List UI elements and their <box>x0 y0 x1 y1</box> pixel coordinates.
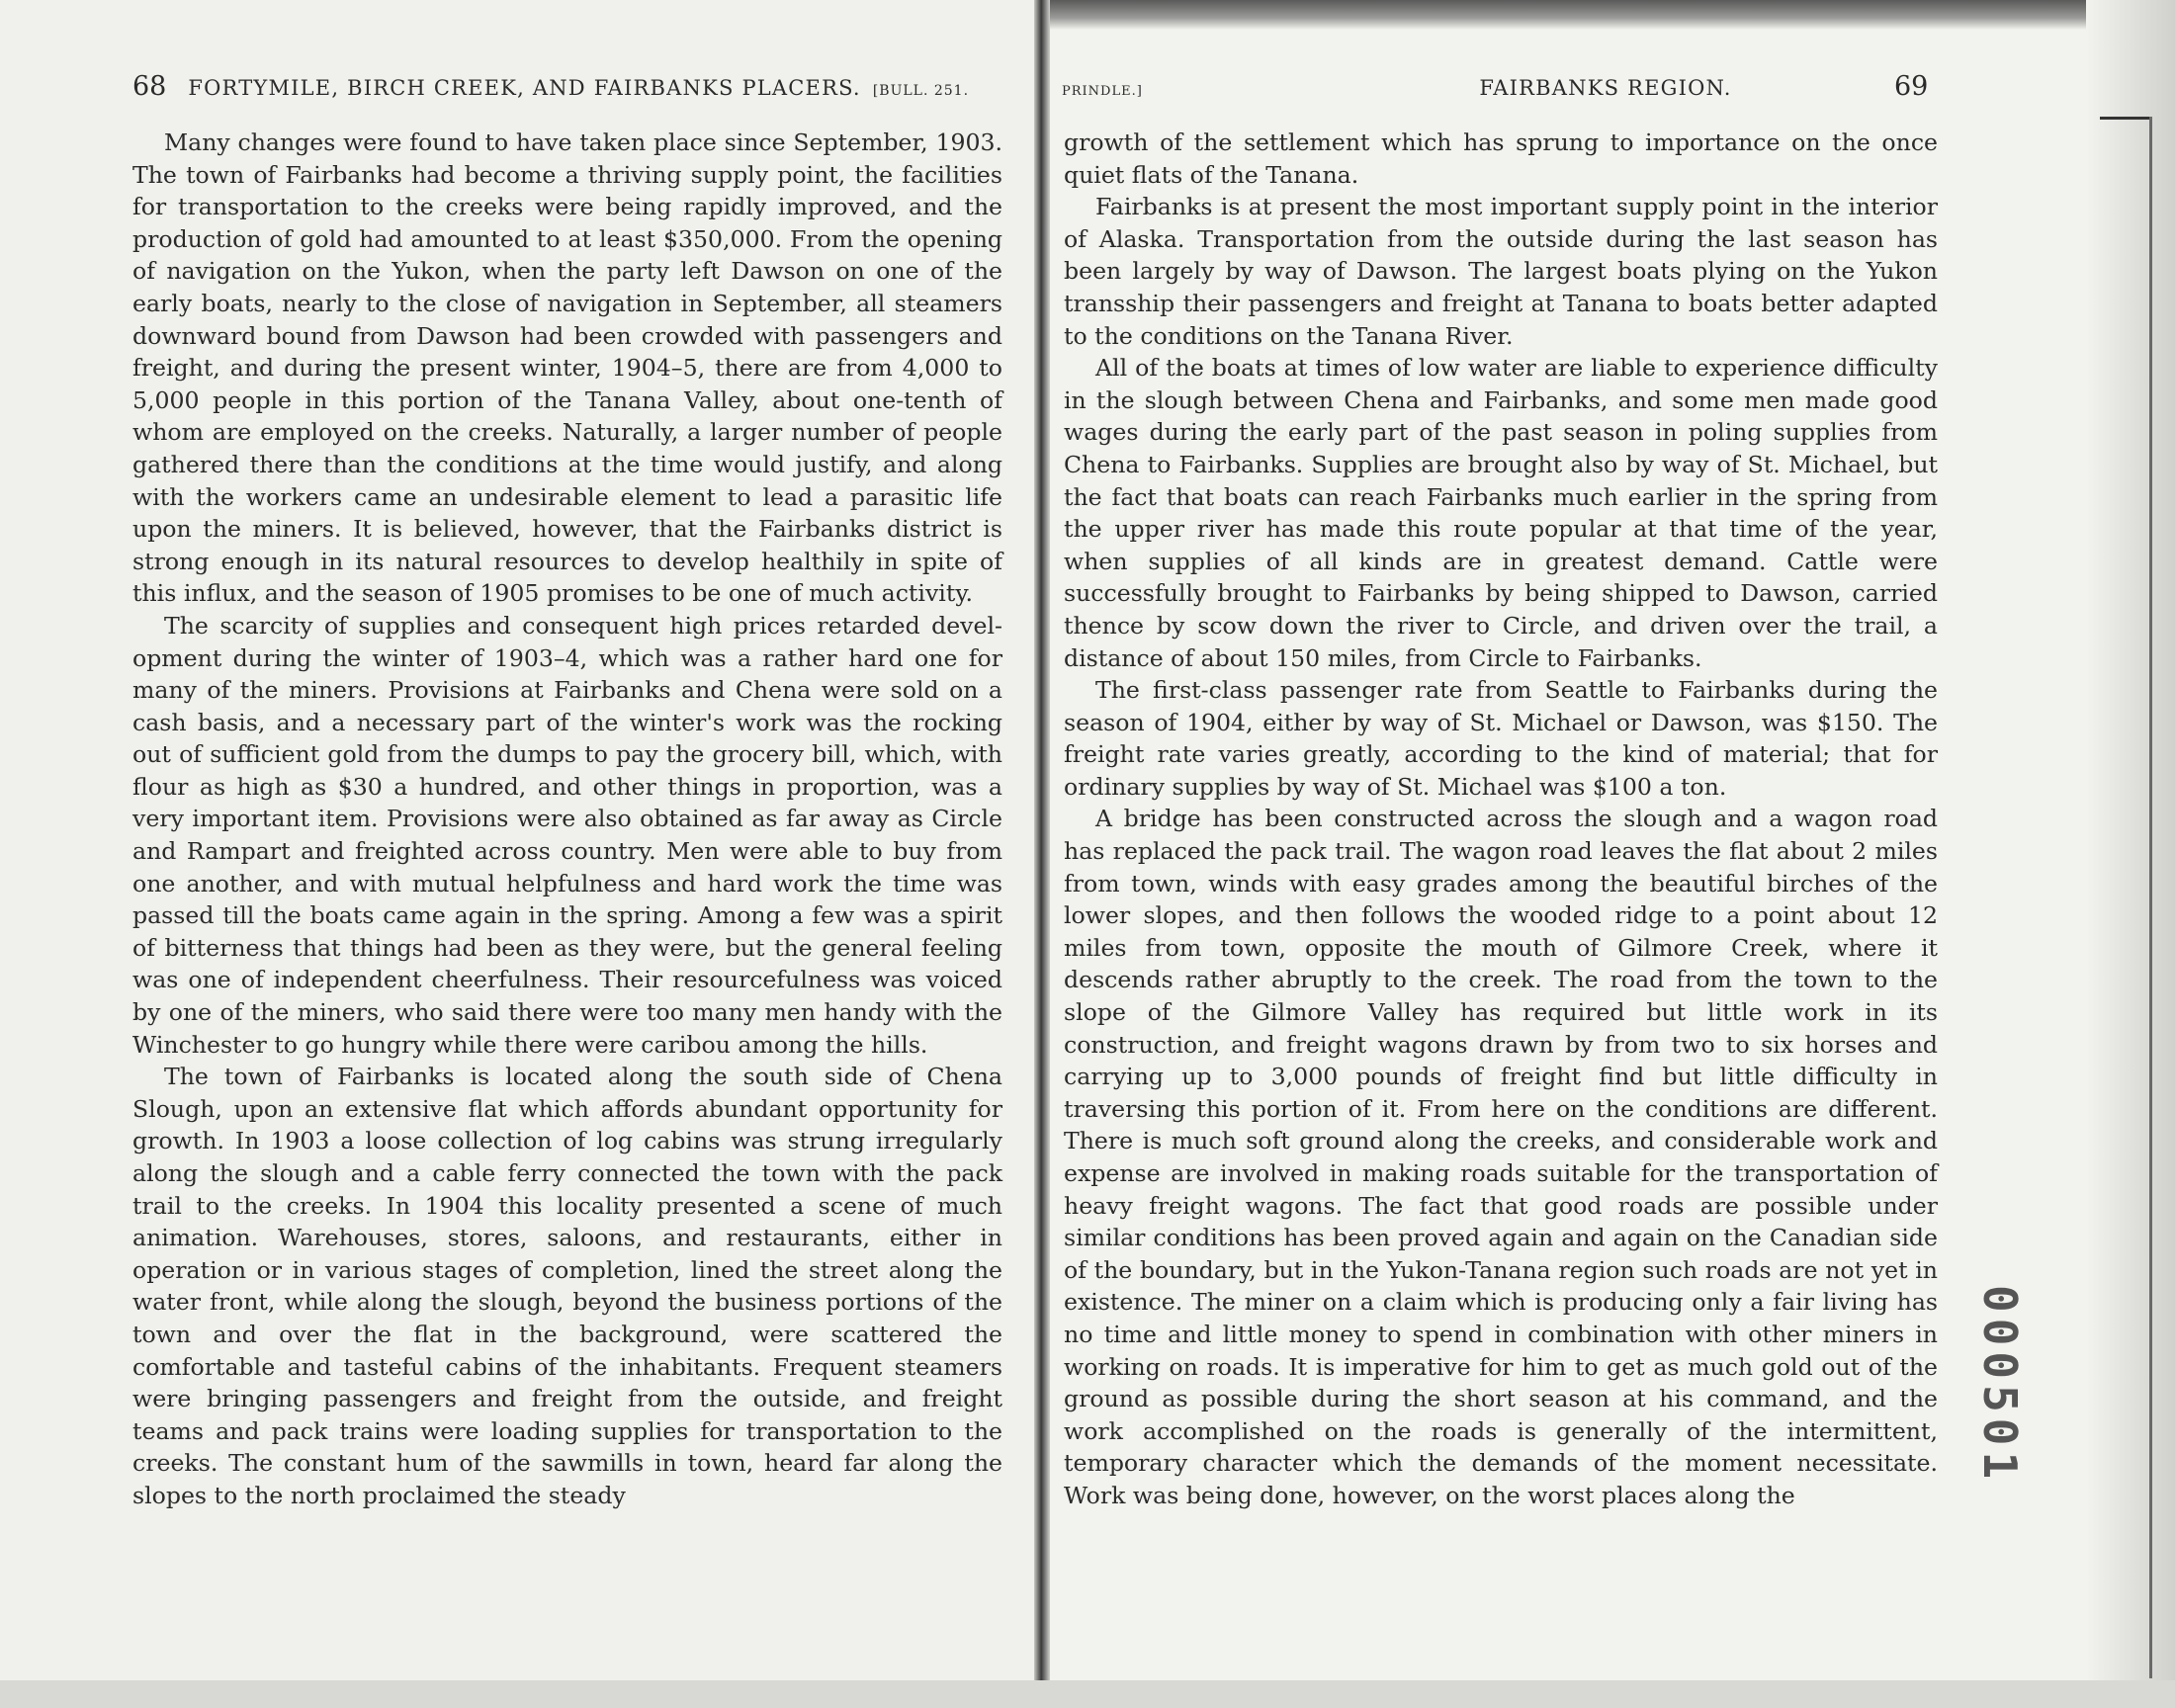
margin-bracket <box>2100 117 2152 145</box>
margin-rule <box>2149 117 2152 1678</box>
right-page-number: 69 <box>1894 71 1929 102</box>
left-page-number: 68 <box>132 71 167 102</box>
author-name: PRINDLE.] <box>1062 84 1143 99</box>
paragraph: A bridge has been constructed across the slough and a wagon road has replaced the pack trail. The wagon road leaves the flat about 2 miles from town, winds with easy grades among the beautiful birches of the lower slopes, and then follows the wooded ridge to a point about 12 miles from town, opposite the mouth of Gilmore Creek, where it descends rather abruptly to the creek. The road from the town to the slope of the Gilmore Valley has required but little work in its construction, and freight wagons drawn by from two to six horses and carrying up to 3,000 pounds of freight find but little difficulty in traversing this portion of it. From here on the conditions are different. There is much soft ground along the creeks, and considerable work and expense are involved in making roads suitable for the transportation of heavy freight wagons. The fact that good roads are possible under similar conditions has been proved again and again on the Canadian side of the boundary, but in the Yukon-Tanana region such roads are not yet in existence. The miner on a claim which is producing only a fair living has no time and little money to spend in combination with other miners in working on roads. It is imperative for him to get as much gold out of the ground as possible during the short season at his command, and the work accomplished on the roads is generally of the intermittent, temporary character which the demands of the moment necessitate. Work was being done, however, on the worst places along the <box>1064 805 1938 1509</box>
left-running-head <box>132 71 1002 111</box>
left-running-title: FORTYMILE, BIRCH CREEK, AND FAIRBANKS PLACERS. <box>188 76 861 100</box>
left-text-column <box>132 127 1002 1512</box>
right-text-column <box>1064 127 1938 1512</box>
bulletin-number: [BULL. 251. <box>872 83 970 99</box>
paragraph: All of the boats at times of low water are liable to experience difficulty in the slough between Chena and Fairbanks, and some men made good wages during the early part of the past season in poling supplies from Chena to Fairbanks. Supplies are brought also by way of St. Michael, but the fact that boats can reach Fairbanks much earlier in the spring from the upper river has made this route popular at that time of the year, when supplies of all kinds are in greatest demand. Cattle were successfully brought to Fairbanks by being shipped to Dawson, carried thence by scow down the river to Circle, and driven over the trail, a distance of about 150 miles, from Circle to Fairbanks. <box>1064 354 1938 672</box>
paragraph: The first-class passenger rate from Seattle to Fairbanks during the season of 1904, either by way of St. Michael or Dawson, was $150. The freight rate varies greatly, according to the kind of material; that for ordinary supplies by way of St. Michael was $100 a ton. <box>1064 676 1938 801</box>
paragraph: Fairbanks is at present the most important supply point in the interior of Alaska. Transportation from the outside during the last season has been largely by way of Dawson. The largest boats plying on the Yukon transship their passengers and freight at Tanana to boats better adapted to the conditions on the Tanana River. <box>1064 193 1938 350</box>
right-running-title: FAIRBANKS REGION. <box>1479 76 1732 100</box>
paragraph: Many changes were found to have taken place since September, 1903. The town of Fairbanks had become a thriving supply point, the facilities for transportation to the creeks were being rapidly improved, and the production of gold had amounted to at least $350,000. From the opening of navigation on the Yukon, when the party left Dawson on one of the early boats, nearly to the close of navigation in September, all steamers downward bound from Dawson had been crowded with passengers and freight, and during the present winter, 1904–5, there are from 4,000 to 5,000 people in this portion of the Tanana Valley, about one-tenth of whom are employed on the creeks. Naturally, a larger number of people gathered there than the conditions at the time would justify, and along with the workers came an undesirable element to lead a parasitic life upon the miners. It is believed, however, that the Fairbanks district is strong enough in its natural resources to develop healthily in spite of this influx, and the season of 1905 promises to be one of much activity. <box>132 128 1002 608</box>
book-gutter <box>1034 0 1050 1708</box>
paragraph: The scarcity of supplies and consequent high prices retarded development during the winter of 1903–4, which was a rather hard one for many of the miners. Provisions at Fairbanks and Chena were sold on a cash basis, and a necessary part of the winter's work was the rocking out of sufficient gold from the dumps to pay the grocery bill, which, with flour as high as $30 a hundred, and other things in proportion, was a very important item. Provisions were also obtained as far away as Circle and Rampart and freighted across country. Men were able to buy from one another, and with mutual helpfulness and hard work the time was passed till the boats came again in the spring. Among a few was a spirit of bitterness that things had been as they were, but the general feeling was one of independent cheerfulness. Their resourcefulness was voiced by one of the miners, who said there were too many men handy with the Winchester to go hungry while there were caribou among the hills. <box>132 611 1002 1059</box>
scan-border <box>0 1680 2175 1708</box>
paragraph: The town of Fairbanks is located along the south side of Chena Slough, upon an extensive flat which affords abundant opportunity for growth. In 1903 a loose collection of log cabins was strung irregularly along the slough and a cable ferry connected the town with the pack trail to the creeks. In 1904 this locality presented a scene of much animation. Warehouses, stores, saloons, and restaurants, either in operation or in various stages of completion, lined the street along the water front, while along the slough, beyond the business portions of the town and over the flat in the background, were scattered the comfortable and tasteful cabins of the inhabitants. Frequent steamers were bringing passengers and freight from the outside, and freight teams and pack trains were loading supplies for transportation to the creeks. The constant hum of the sawmills in town, heard far along the slopes to the north proclaimed the steady <box>132 1063 1002 1509</box>
continued-paragraph: growth of the settlement which has sprung to importance on the once quiet flats of the Tanana. <box>1064 128 1938 189</box>
scan-shadow <box>1048 0 2175 30</box>
page-edge <box>2086 0 2175 1708</box>
archive-stamp: 000501 <box>1973 1285 2027 1486</box>
right-running-head <box>1062 71 1952 111</box>
